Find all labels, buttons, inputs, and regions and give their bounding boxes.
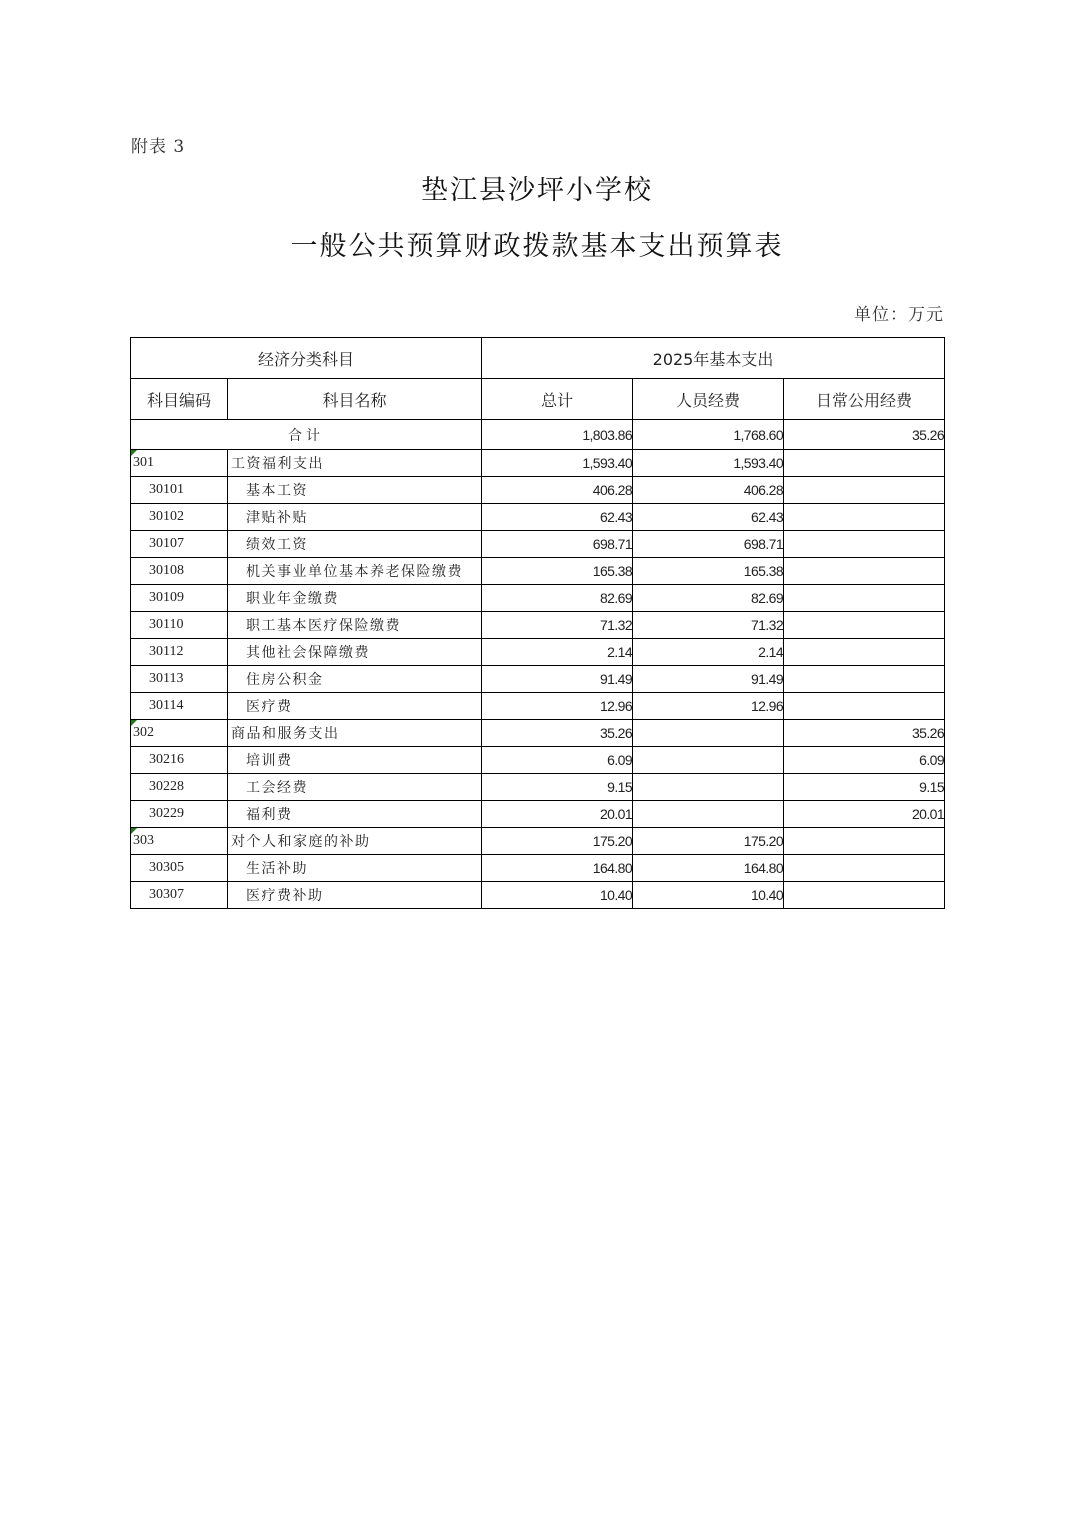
table-row [131, 666, 945, 693]
row-name [228, 639, 482, 666]
row-code [131, 747, 228, 774]
row-code-text: 30229 [149, 806, 184, 821]
row-code [131, 720, 228, 747]
row-name [228, 855, 482, 882]
row-personnel [633, 720, 784, 747]
row-name [228, 450, 482, 477]
row-personnel [633, 666, 784, 693]
row-total-text: 165.38 [592, 563, 633, 579]
row-public [784, 882, 945, 909]
row-personnel [633, 747, 784, 774]
row-total [482, 828, 633, 855]
row-name-text: 生活补助 [246, 861, 308, 877]
row-personnel [633, 828, 784, 855]
row-name-text: 工会经费 [246, 780, 308, 796]
table-row [131, 882, 945, 909]
row-name-text: 住房公积金 [246, 672, 324, 688]
row-public-text: 35.26 [911, 725, 945, 741]
row-name-text: 基本工资 [246, 483, 308, 499]
row-public [784, 693, 945, 720]
row-name-text: 对个人和家庭的补助 [231, 834, 371, 850]
row-personnel-text: 175.20 [743, 833, 784, 849]
row-name [228, 504, 482, 531]
row-code [131, 612, 228, 639]
row-name [228, 585, 482, 612]
row-name-text: 医疗费补助 [246, 888, 324, 904]
table-row [131, 747, 945, 774]
row-personnel-text: 164.80 [743, 860, 784, 876]
row-personnel-text: 165.38 [743, 563, 784, 579]
row-total [482, 693, 633, 720]
row-total-text: 406.28 [592, 482, 633, 498]
row-name [228, 828, 482, 855]
row-public [784, 639, 945, 666]
row-total [482, 801, 633, 828]
header-economic-category: 经济分类科目 [131, 338, 482, 379]
row-name-text: 福利费 [246, 807, 293, 823]
row-name-text: 医疗费 [246, 699, 293, 715]
row-code-text: 30109 [149, 590, 184, 605]
row-personnel [633, 774, 784, 801]
row-total [482, 855, 633, 882]
cell-indicator-icon [131, 720, 137, 726]
row-total-text: 82.69 [599, 590, 633, 606]
row-total [482, 882, 633, 909]
row-public [784, 855, 945, 882]
header-total: 总计 [482, 379, 633, 420]
row-name [228, 477, 482, 504]
row-code-text: 301 [133, 455, 154, 470]
row-name-text: 培训费 [246, 753, 293, 769]
row-total-text: 1,593.40 [582, 455, 633, 471]
row-personnel-text: 12.96 [750, 698, 784, 714]
row-public [784, 558, 945, 585]
row-total [482, 666, 633, 693]
row-name [228, 531, 482, 558]
table-row [131, 855, 945, 882]
row-personnel [633, 882, 784, 909]
row-total [482, 531, 633, 558]
total-public: 35.26 [784, 420, 945, 450]
row-code-text: 30305 [149, 860, 184, 875]
row-total [482, 720, 633, 747]
row-total-text: 91.49 [599, 671, 633, 687]
row-code-text: 30307 [149, 887, 184, 902]
row-total [482, 639, 633, 666]
row-total [482, 612, 633, 639]
row-total-text: 175.20 [592, 833, 633, 849]
row-personnel-text: 698.71 [743, 536, 784, 552]
row-name-text: 绩效工资 [246, 537, 308, 553]
row-code [131, 855, 228, 882]
row-public-text: 6.09 [919, 752, 945, 768]
row-total-text: 62.43 [599, 509, 633, 525]
row-personnel [633, 801, 784, 828]
row-total [482, 585, 633, 612]
row-personnel [633, 450, 784, 477]
row-code [131, 450, 228, 477]
header-basic-expenditure: 2025年基本支出 [482, 338, 945, 379]
header-column-row [131, 379, 945, 420]
row-personnel [633, 639, 784, 666]
row-public-text: 20.01 [911, 806, 945, 822]
row-total-text: 12.96 [599, 698, 633, 714]
row-name-text: 机关事业单位基本养老保险缴费 [246, 564, 463, 580]
header-public: 日常公用经费 [784, 379, 945, 420]
row-personnel [633, 855, 784, 882]
row-personnel-text: 62.43 [750, 509, 784, 525]
table-title: 一般公共预算财政拨款基本支出预算表 [290, 231, 784, 262]
row-code [131, 477, 228, 504]
row-public [784, 504, 945, 531]
row-personnel-text: 406.28 [743, 482, 784, 498]
row-personnel [633, 504, 784, 531]
total-label: 合计 [131, 420, 482, 450]
row-public [784, 774, 945, 801]
row-name [228, 720, 482, 747]
row-name [228, 558, 482, 585]
row-personnel [633, 693, 784, 720]
row-personnel [633, 477, 784, 504]
annex-label: 附表 3 [131, 137, 186, 157]
row-personnel-text: 1,593.40 [733, 455, 784, 471]
table-row [131, 693, 945, 720]
row-name [228, 693, 482, 720]
row-total-text: 20.01 [599, 806, 633, 822]
table-row [131, 450, 945, 477]
row-personnel [633, 585, 784, 612]
row-public [784, 720, 945, 747]
row-public [784, 666, 945, 693]
row-code [131, 504, 228, 531]
row-code-text: 302 [133, 725, 154, 740]
row-public [784, 585, 945, 612]
row-personnel [633, 531, 784, 558]
row-total-text: 10.40 [599, 887, 633, 903]
row-total-text: 71.32 [599, 617, 633, 633]
table-row [131, 585, 945, 612]
row-name [228, 774, 482, 801]
row-code [131, 882, 228, 909]
table-row [131, 774, 945, 801]
row-code-text: 30112 [149, 644, 184, 659]
row-personnel [633, 558, 784, 585]
row-total [482, 774, 633, 801]
row-personnel [633, 612, 784, 639]
row-code-text: 303 [133, 833, 154, 848]
row-code [131, 801, 228, 828]
row-name [228, 612, 482, 639]
header-name: 科目名称 [228, 379, 482, 420]
row-name [228, 882, 482, 909]
row-public [784, 747, 945, 774]
row-code [131, 558, 228, 585]
row-name [228, 666, 482, 693]
row-public [784, 531, 945, 558]
row-personnel-text: 82.69 [750, 590, 784, 606]
row-total-text: 6.09 [607, 752, 633, 768]
row-code [131, 828, 228, 855]
row-public [784, 801, 945, 828]
row-code [131, 666, 228, 693]
row-public [784, 450, 945, 477]
row-total [482, 747, 633, 774]
row-code-text: 30101 [149, 482, 184, 497]
row-name-text: 职业年金缴费 [246, 591, 339, 607]
row-total-text: 164.80 [592, 860, 633, 876]
row-name [228, 747, 482, 774]
cell-indicator-icon [131, 450, 137, 456]
table-row [131, 504, 945, 531]
row-name-text: 其他社会保障缴费 [246, 645, 370, 661]
row-total-text: 35.26 [599, 725, 633, 741]
table-row [131, 720, 945, 747]
unit-label: 单位：万元 [854, 305, 944, 325]
row-total-text: 9.15 [607, 779, 633, 795]
row-name-text: 商品和服务支出 [231, 726, 340, 742]
table-row [131, 828, 945, 855]
row-code-text: 30113 [149, 671, 184, 686]
table-row [131, 612, 945, 639]
header-code: 科目编码 [131, 379, 228, 420]
row-personnel-text: 2.14 [758, 644, 784, 660]
table-row [131, 477, 945, 504]
row-name-text: 工资福利支出 [231, 456, 324, 472]
total-personnel: 1,768.60 [633, 420, 784, 450]
row-code-text: 30102 [149, 509, 184, 524]
row-total [482, 504, 633, 531]
table-row [131, 639, 945, 666]
row-total [482, 450, 633, 477]
row-public [784, 612, 945, 639]
row-total-text: 698.71 [592, 536, 633, 552]
row-total [482, 477, 633, 504]
row-personnel-text: 91.49 [750, 671, 784, 687]
row-code-text: 30228 [149, 779, 184, 794]
row-name-text: 职工基本医疗保险缴费 [246, 618, 401, 634]
table-row [131, 558, 945, 585]
header-personnel: 人员经费 [633, 379, 784, 420]
table-row [131, 801, 945, 828]
row-code [131, 639, 228, 666]
table-row [131, 531, 945, 558]
row-code [131, 693, 228, 720]
row-code-text: 30216 [149, 752, 184, 767]
total-total: 1,803.86 [482, 420, 633, 450]
total-row [131, 420, 945, 450]
row-total [482, 558, 633, 585]
row-personnel-text: 71.32 [750, 617, 784, 633]
row-code [131, 585, 228, 612]
row-code-text: 30108 [149, 563, 184, 578]
row-code [131, 531, 228, 558]
row-code-text: 30107 [149, 536, 184, 551]
budget-table [130, 337, 945, 909]
row-name-text: 津贴补贴 [246, 510, 308, 526]
row-public-text: 9.15 [919, 779, 945, 795]
row-code-text: 30110 [149, 617, 184, 632]
row-code [131, 774, 228, 801]
header-group-row [131, 338, 945, 379]
row-name [228, 801, 482, 828]
row-code-text: 30114 [149, 698, 184, 713]
row-public [784, 477, 945, 504]
cell-indicator-icon [131, 828, 137, 834]
row-personnel-text: 10.40 [750, 887, 784, 903]
row-public [784, 828, 945, 855]
school-title: 垫江县沙坪小学校 [421, 175, 653, 206]
row-total-text: 2.14 [607, 644, 633, 660]
